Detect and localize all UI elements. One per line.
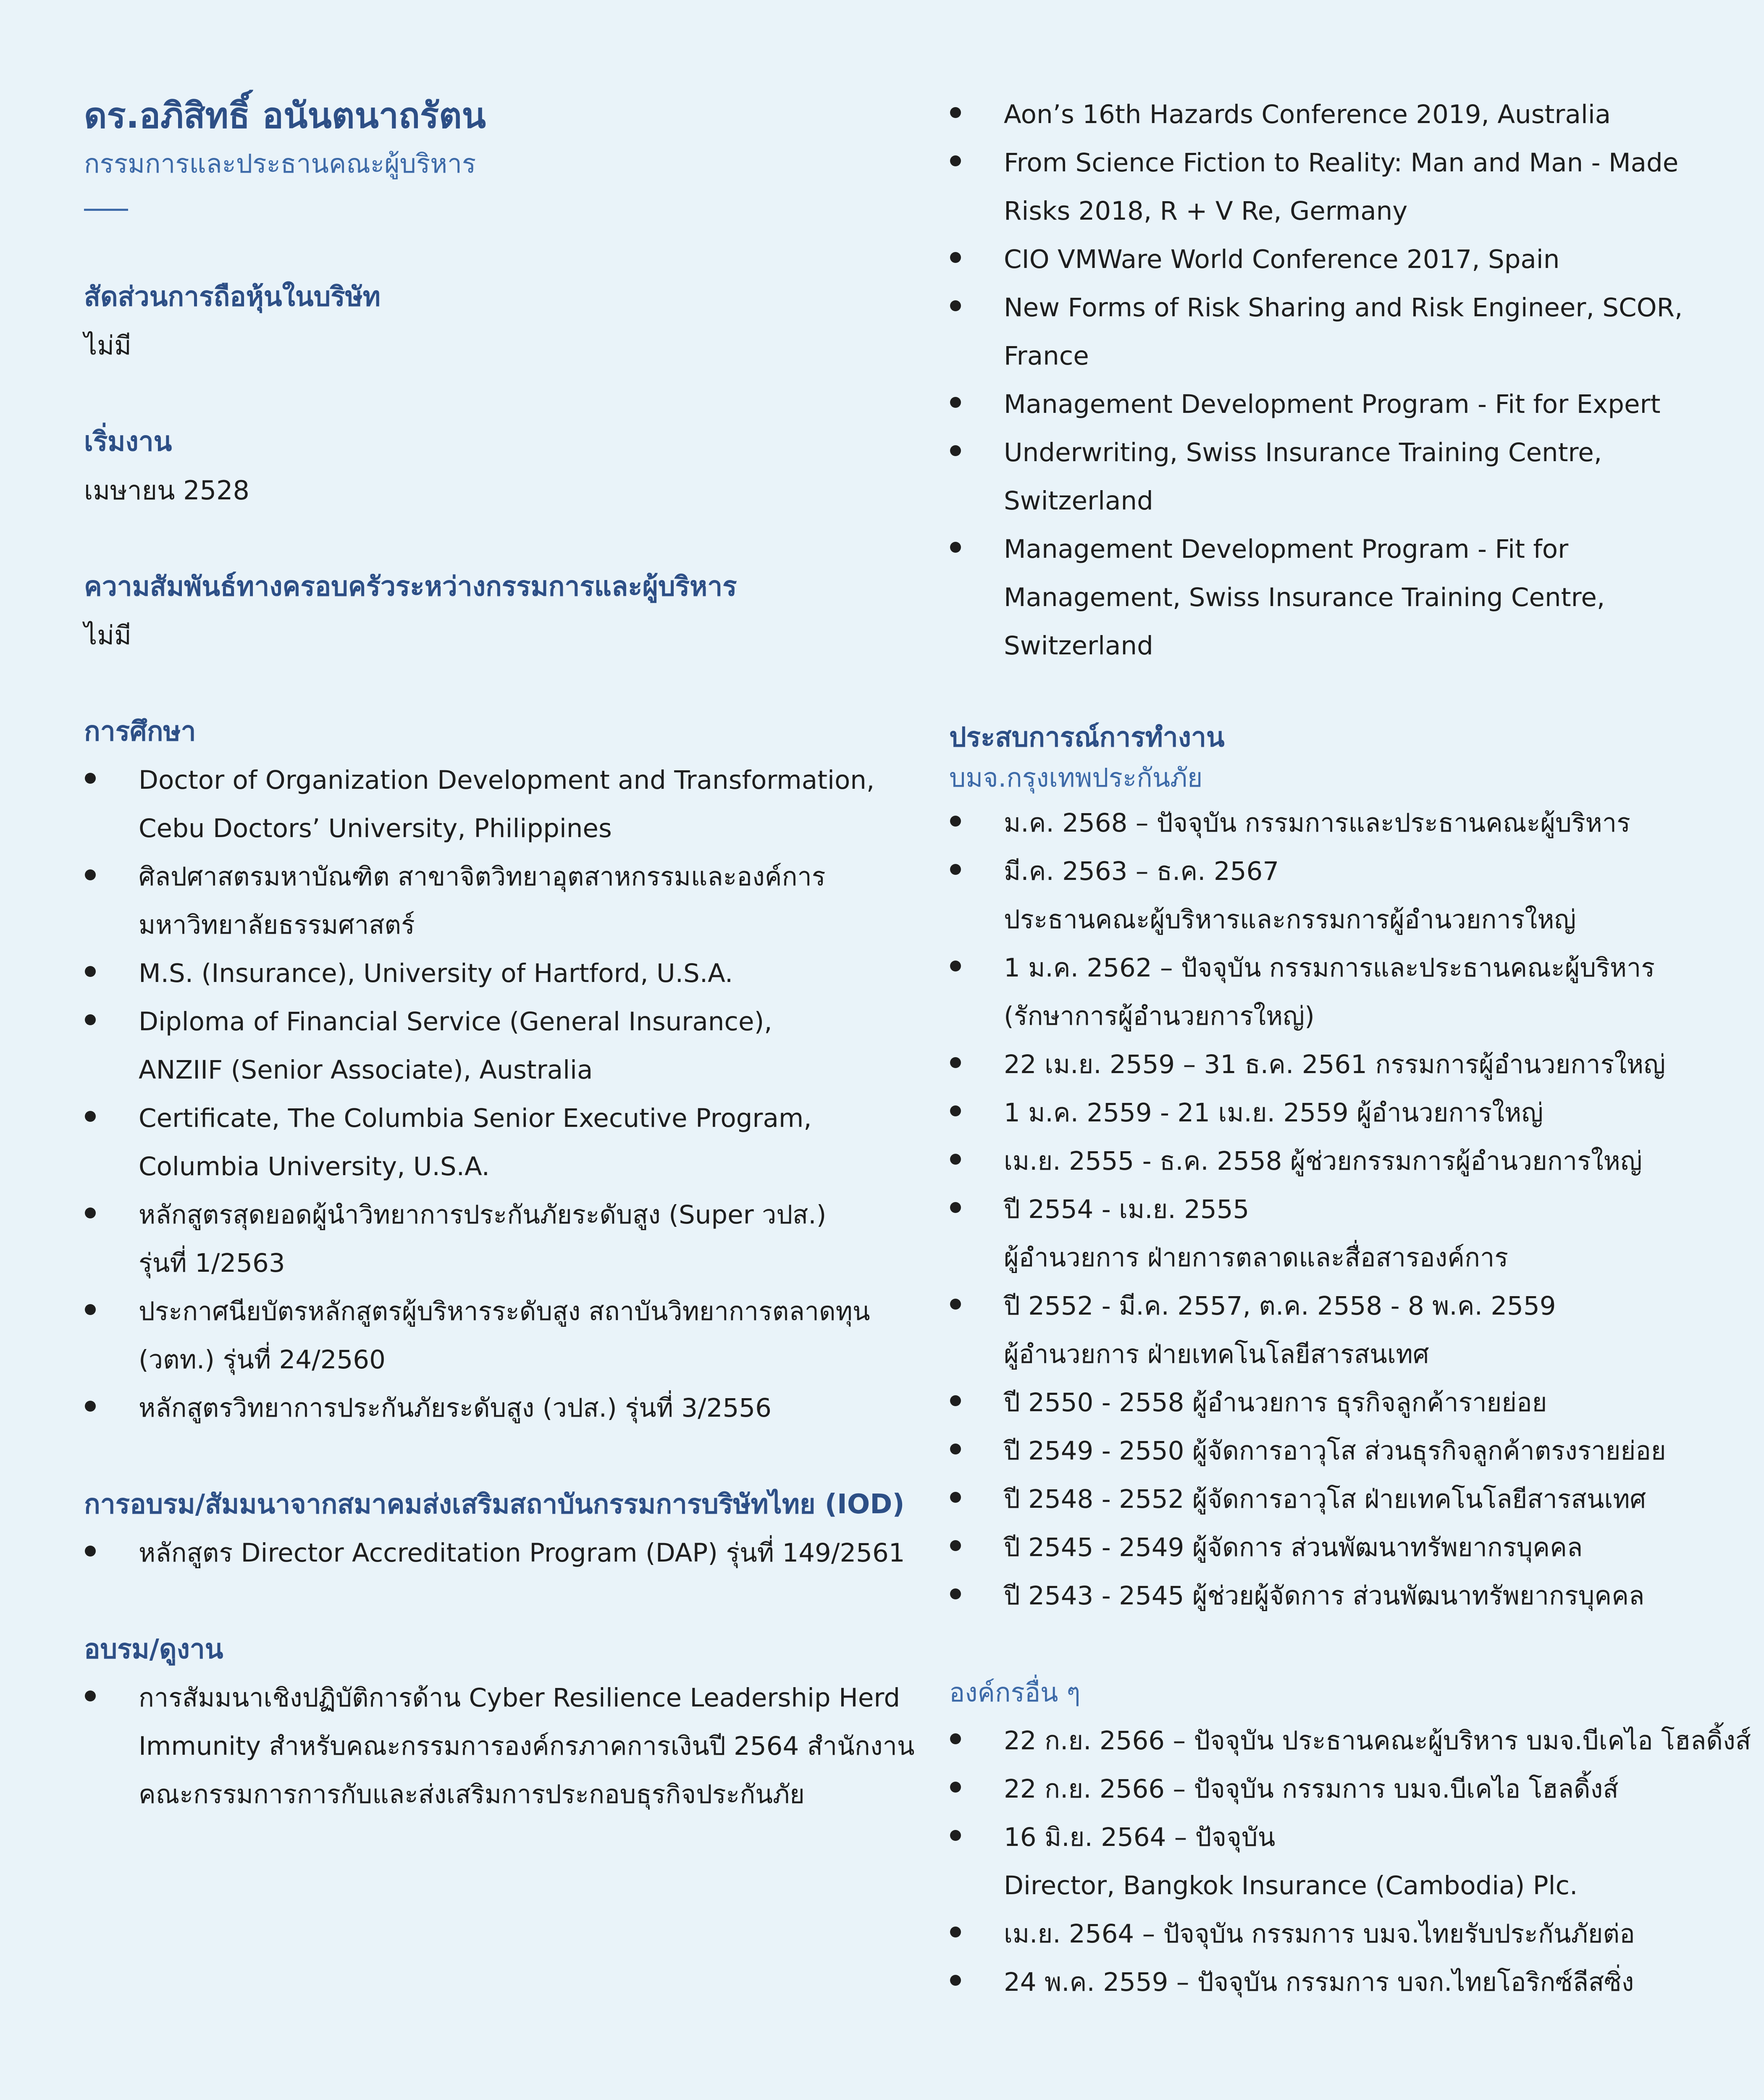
list-item: 16 มิ.ย. 2564 – ปัจจุบัน Director, Bangkok Insurance (Cambodia) Plc. — [949, 1813, 1760, 1910]
bullet-icon — [950, 1540, 961, 1551]
bullet-icon — [950, 542, 961, 553]
family-heading: ความสัมพันธ์ทางครอบครัวระหว่างกรรมการและผู้บริหาร — [84, 571, 737, 602]
bullet-icon — [85, 1546, 96, 1557]
bullet-icon — [85, 773, 96, 784]
list-item: From Science Fiction to Reality: Man and Man - Made Risks 2018, R + V Re, Germany — [949, 139, 1760, 235]
bullet-icon — [950, 107, 961, 118]
list-item: 24 พ.ค. 2559 – ปัจจุบัน กรรมการ บจก.ไทยโอริกซ์ลีสซิ่ง — [949, 1958, 1760, 2006]
bullet-icon — [950, 864, 961, 875]
bullet-icon — [950, 1444, 961, 1454]
list-item: Certificate, The Columbia Senior Executive Program, Columbia University, U.S.A. — [84, 1094, 941, 1191]
bullet-icon — [950, 1782, 961, 1793]
list-item: 22 เม.ย. 2559 – 31 ธ.ค. 2561 กรรมการผู้อำนวยการใหญ่ — [949, 1040, 1760, 1089]
bullet-icon — [950, 445, 961, 456]
list-item: Management Development Program - Fit for Expert — [949, 380, 1760, 428]
list-item: Diploma of Financial Service (General Insurance), ANZIIF (Senior Associate), Australia — [84, 998, 941, 1094]
list-item: ประกาศนียบัตรหลักสูตรผู้บริหารระดับสูง สถาบันวิทยาการตลาดทุน (วตท.) รุ่นที่ 24/2560 — [84, 1287, 941, 1384]
shareholding-value: ไม่มี — [84, 330, 131, 361]
bullet-icon — [950, 1105, 961, 1116]
training-heading: อบรม/ดูงาน — [84, 1634, 223, 1665]
education-list — [84, 756, 941, 1432]
bullet-icon — [950, 1975, 961, 1986]
start-heading: เริ่มงาน — [84, 426, 172, 457]
list-item: ปี 2545 - 2549 ผู้จัดการ ส่วนพัฒนาทรัพยากรบุคคล — [949, 1523, 1760, 1572]
bullet-icon — [950, 1154, 961, 1165]
experience-heading: ประสบการณ์การทำงาน — [949, 722, 1225, 753]
list-item: New Forms of Risk Sharing and Risk Engineer, SCOR, France — [949, 284, 1760, 380]
bullet-icon — [85, 1690, 96, 1701]
bullet-icon — [950, 397, 961, 408]
shareholding-heading: สัดส่วนการถือหุ้นในบริษัท — [84, 281, 381, 312]
list-item: หลักสูตรวิทยาการประกันภัยระดับสูง (วปส.) รุ่นที่ 3/2556 — [84, 1384, 941, 1432]
list-item: ปี 2548 - 2552 ผู้จัดการอาวุโส ฝ่ายเทคโนโลยีสารสนเทศ — [949, 1475, 1760, 1523]
list-item: มี.ค. 2563 – ธ.ค. 2567 ประธานคณะผู้บริหารและกรรมการผู้อำนวยการใหญ่ — [949, 847, 1760, 944]
bullet-icon — [950, 1830, 961, 1841]
experience-company: บมจ.กรุงเทพประกันภัย — [949, 762, 1203, 793]
list-item: ปี 2543 - 2545 ผู้ช่วยผู้จัดการ ส่วนพัฒนาทรัพยากรบุคคล — [949, 1572, 1760, 1620]
bullet-icon — [950, 1733, 961, 1744]
other-orgs-list — [949, 1717, 1760, 2006]
bullet-icon — [950, 1299, 961, 1310]
bullet-icon — [950, 155, 961, 166]
family-value: ไม่มี — [84, 620, 131, 651]
start-value: เมษายน 2528 — [84, 475, 249, 506]
list-item: Aon’s 16th Hazards Conference 2019, Australia — [949, 90, 1760, 139]
bullet-icon — [85, 869, 96, 880]
bullet-icon — [950, 816, 961, 827]
list-item: หลักสูตร Director Accreditation Program (DAP) รุ่นที่ 149/2561 — [84, 1529, 941, 1577]
list-item: การสัมมนาเชิงปฏิบัติการด้าน Cyber Resilience Leadership Herd Immunity สำหรับคณะกรรมการองค์กรภาคการเงินปี 2564 สำนักงาน คณะกรรมการการกับและส่งเสริมการประกอบธุรกิจประกันภัย — [84, 1674, 941, 1819]
bullet-icon — [950, 300, 961, 311]
list-item: ปี 2549 - 2550 ผู้จัดการอาวุโส ส่วนธุรกิจลูกค้าตรงรายย่อย — [949, 1427, 1760, 1475]
list-item: เม.ย. 2555 - ธ.ค. 2558 ผู้ช่วยกรรมการผู้อำนวยการใหญ่ — [949, 1137, 1760, 1185]
bullet-icon — [85, 1401, 96, 1412]
list-item: ปี 2550 - 2558 ผู้อำนวยการ ธุรกิจลูกค้ารายย่อย — [949, 1378, 1760, 1427]
director-title: กรรมการและประธานคณะผู้บริหาร — [84, 148, 476, 179]
right-column — [949, 90, 1760, 2006]
left-column — [84, 90, 941, 1819]
training-continued-list — [949, 90, 1760, 670]
list-item: ศิลปศาสตรมหาบัณฑิต สาขาจิตวิทยาอุตสาหกรรมและองค์การ มหาวิทยาลัยธรรมศาสตร์ — [84, 853, 941, 949]
bullet-icon — [85, 1208, 96, 1218]
bullet-icon — [85, 966, 96, 977]
bullet-icon — [950, 1492, 961, 1503]
training-list — [84, 1674, 941, 1819]
list-item: Doctor of Organization Development and Transformation, Cebu Doctors’ University, Philippines — [84, 756, 941, 853]
bullet-icon — [85, 1111, 96, 1122]
list-item: ปี 2554 - เม.ย. 2555 ผู้อำนวยการ ฝ่ายการตลาดและสื่อสารองค์การ — [949, 1185, 1760, 1282]
bullet-icon — [950, 1927, 961, 1937]
bullet-icon — [950, 1057, 961, 1068]
bullet-icon — [950, 961, 961, 971]
list-item: M.S. (Insurance), University of Hartford, U.S.A. — [84, 949, 941, 998]
experience-list — [949, 799, 1760, 1620]
list-item: CIO VMWare World Conference 2017, Spain — [949, 235, 1760, 284]
list-item: ปี 2552 - มี.ค. 2557, ต.ค. 2558 - 8 พ.ค. 2559 ผู้อำนวยการ ฝ่ายเทคโนโลยีสารสนเทศ — [949, 1282, 1760, 1378]
list-item: 22 ก.ย. 2566 – ปัจจุบัน กรรมการ บมจ.บีเคไอ โฮลดิ้งส์ — [949, 1765, 1760, 1813]
bullet-icon — [950, 252, 961, 263]
list-item: เม.ย. 2564 – ปัจจุบัน กรรมการ บมจ.ไทยรับประกันภัยต่อ — [949, 1910, 1760, 1958]
bullet-icon — [85, 1304, 96, 1315]
education-heading: การศึกษา — [84, 716, 196, 747]
list-item: Underwriting, Swiss Insurance Training Centre, Switzerland — [949, 428, 1760, 525]
iod-list — [84, 1529, 941, 1577]
list-item: หลักสูตรสุดยอดผู้นำวิทยาการประกันภัยระดับสูง (Super วปส.) รุ่นที่ 1/2563 — [84, 1191, 941, 1287]
other-orgs-heading: องค์กรอื่น ๆ — [949, 1677, 1081, 1708]
list-item: Management Development Program - Fit for Management, Swiss Insurance Training Centre, Switzerland — [949, 525, 1760, 670]
list-item: 1 ม.ค. 2559 - 21 เม.ย. 2559 ผู้อำนวยการใหญ่ — [949, 1089, 1760, 1137]
list-item: 22 ก.ย. 2566 – ปัจจุบัน ประธานคณะผู้บริหาร บมจ.บีเคไอ โฮลดิ้งส์ — [949, 1717, 1760, 1765]
list-item: 1 ม.ค. 2562 – ปัจจุบัน กรรมการและประธานคณะผู้บริหาร (รักษาการผู้อำนวยการใหญ่) — [949, 944, 1760, 1040]
bullet-icon — [950, 1395, 961, 1406]
iod-heading: การอบรม/สัมมนาจากสมาคมส่งเสริมสถาบันกรรมการบริษัทไทย (IOD) — [84, 1489, 905, 1520]
director-name: ดร.อภิสิทธิ์ อนันตนาถรัตน — [84, 95, 486, 136]
bullet-icon — [950, 1202, 961, 1213]
bullet-icon — [950, 1588, 961, 1599]
list-item: ม.ค. 2568 – ปัจจุบัน กรรมการและประธานคณะผู้บริหาร — [949, 799, 1760, 847]
bullet-icon — [85, 1014, 96, 1025]
